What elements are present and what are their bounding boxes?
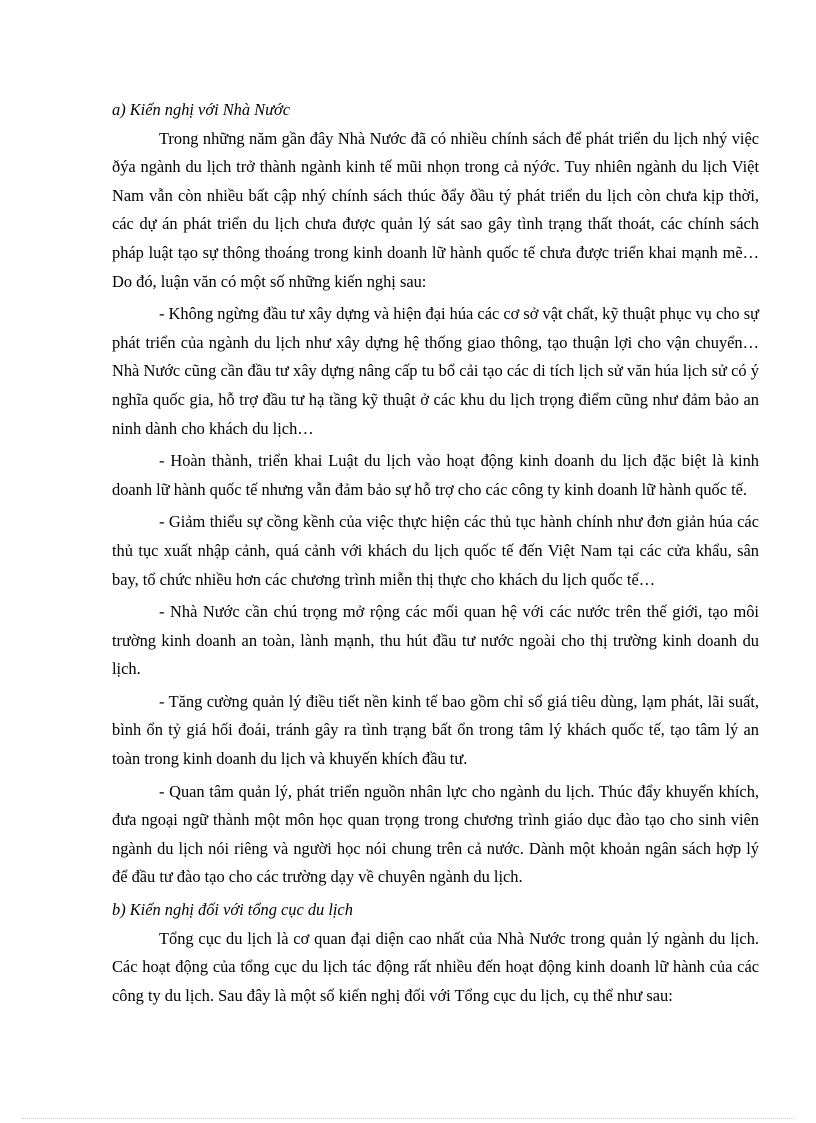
section-a-heading: a) Kiến nghị với Nhà Nước [112,100,291,119]
recommendation-human-resources: - Quan tâm quản lý, phát triển nguồn nhân lực cho ngành du lịch. Thúc đẩy khuyến khích, đưa ngoại ngữ thành một môn học quan trọng trong chương trình giáo dục đào tạo cho sinh viên ngành du lịch nói riêng và người học nói chung trên cả nước. Dành một khoản ngân sách hợp lý để đầu tư đào tạo cho các trường dạy về chuyên ngành du lịch. [112,781,759,887]
section-b-intro-paragraph: Tổng cục du lịch là cơ quan đại diện cao nhất của Nhà Nước trong quản lý ngành du lịch. Các hoạt động của tổng cục du lịch tác động rất nhiều đến hoạt động kinh doanh lữ hành của các công ty du lịch. Sau đây là một số kiến nghị đối với Tổng cục du lịch, cụ thể như sau: [112,928,759,1005]
recommendation-international-relations: - Nhà Nước cần chú trọng mở rộng các mối quan hệ với các nước trên thế giới, tạo môi trường kinh doanh an toàn, lành mạnh, thu hút đầu tư nước ngoài cho thị trường kinh doanh du lịch. [112,602,759,679]
section-b-heading: b) Kiến nghị đối với tổng cục du lịch [112,900,353,920]
page-bottom-divider [22,1118,794,1119]
recommendation-infrastructure: - Không ngừng đầu tư xây dựng và hiện đại húa các cơ sở vật chất, kỹ thuật phục vụ cho sự phát triển của ngành du lịch như xây dựng hệ thống giao thông, tạo thuận lợi cho vận chuyển…Nhà Nước cũng cần đầu tư xây dựng nâng cấp tu bổ cải tạo các di tích lịch sử văn húa lịch sử có ý nghĩa quốc gia, hỗ trợ đầu tư hạ tầng kỹ thuật ở các khu du lịch trọng điểm cũng như đảm bảo an ninh dành cho khách du lịch… [112,304,759,438]
recommendation-administrative-procedures: - Giảm thiểu sự cồng kềnh của việc thực hiện các thủ tục hành chính như đơn giản húa các thủ tục xuất nhập cảnh, quá cảnh với khách du lịch quốc tế đến Việt Nam tại các cửa khẩu, sân bay, tổ chức nhiều hơn các chương trình miễn thị thực cho khách du lịch quốc tế… [112,512,759,589]
recommendation-tourism-law: - Hoàn thành, triển khai Luật du lịch vào hoạt động kinh doanh du lịch đặc biệt là kinh doanh lữ hành quốc tế nhưng vẫn đảm bảo sự hỗ trợ cho các công ty kinh doanh lữ hành quốc tế. [112,451,759,499]
recommendation-macroeconomic-management: - Tăng cường quản lý điều tiết nền kinh tế bao gồm chỉ số giá tiêu dùng, lạm phát, lãi suất, bình ổn tỷ giá hối đoái, tránh gây ra tình trạng bất ổn trong tâm lý khách quốc tế, tạo tâm lý an toàn trong kinh doanh du lịch và khuyến khích đầu tư. [112,691,759,769]
section-a-intro-paragraph: Trong những năm gần đây Nhà Nước đã có nhiều chính sách để phát triển du lịch nhý việc ðýa ngành du lịch trở thành ngành kinh tế mũi nhọn trong cả nýớc. Tuy nhiên ngành du lịch Việt Nam vẫn còn nhiều bất cập nhý chính sách thúc ðẩy ðầu tý phát triển du lịch còn chưa kịp thời, các dự án phát triển du lịch chưa được quản lý sát sao gây tình trạng thất thoát, các chính sách pháp luật tạo sự thông thoáng trong kinh doanh lữ hành quốc tế chưa được triển khai mạnh mẽ…Do đó, luận văn có một số những kiến nghị sau: [112,128,759,291]
document-page [112,96,759,1014]
